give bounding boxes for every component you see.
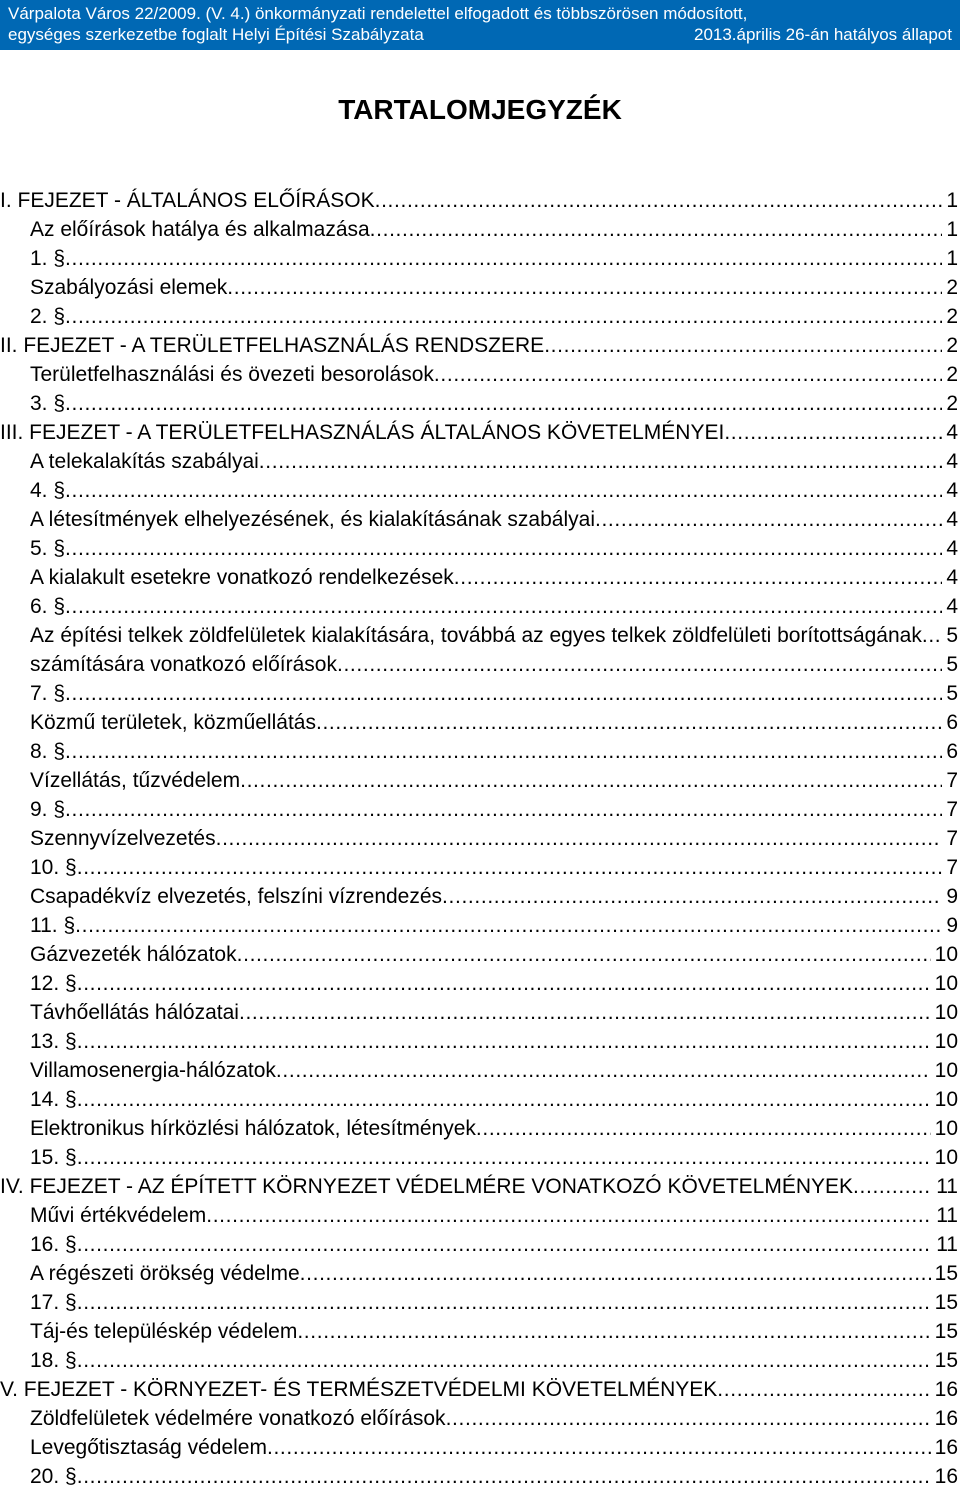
dot-leader: [853, 1172, 932, 1201]
toc-entry[interactable]: [0, 244, 960, 273]
toc-entry-text: 15. §: [30, 1146, 77, 1169]
toc-entry[interactable]: [0, 1172, 960, 1201]
toc-entry-page: 7: [946, 856, 958, 879]
table-of-contents: [0, 186, 960, 1491]
dot-leader: [595, 505, 942, 534]
toc-entry-page: 6: [946, 711, 958, 734]
toc-entry-page: 10: [934, 1001, 958, 1024]
dot-leader: [724, 418, 942, 447]
toc-entry-text: Táj-és településkép védelem: [30, 1320, 298, 1343]
toc-entry-text: Gázvezeték hálózatok: [30, 943, 237, 966]
toc-entry-text: 3. §: [30, 392, 66, 415]
toc-entry-page: 4: [946, 537, 958, 560]
toc-entry-page: 2: [946, 276, 958, 299]
dot-leader: [77, 1085, 931, 1114]
toc-entry[interactable]: [0, 1143, 960, 1172]
toc-entry-page: 16: [934, 1378, 958, 1401]
toc-entry[interactable]: [0, 389, 960, 418]
dot-leader: [276, 1056, 931, 1085]
toc-entry-text: 13. §: [30, 1030, 77, 1053]
toc-entry[interactable]: [0, 766, 960, 795]
dot-leader: [297, 1317, 930, 1346]
dot-leader: [206, 1201, 932, 1230]
dot-leader: [65, 476, 942, 505]
toc-entry-text: Területfelhasználási és övezeti besorolások: [30, 363, 434, 386]
dot-leader: [922, 621, 942, 650]
toc-entry[interactable]: [0, 998, 960, 1027]
toc-entry-text: 17. §: [30, 1291, 77, 1314]
dot-leader: [77, 1346, 931, 1375]
toc-entry-text: Elektronikus hírközlési hálózatok, létesítmények: [30, 1117, 476, 1140]
toc-entry-text: 7. §: [30, 682, 66, 705]
toc-entry[interactable]: [0, 418, 960, 447]
dot-leader: [544, 331, 942, 360]
toc-entry-text: 20. §: [30, 1465, 77, 1488]
header-line-1: [8, 3, 952, 25]
toc-entry[interactable]: [0, 708, 960, 737]
dot-leader: [65, 679, 942, 708]
toc-entry-text: Távhőellátás hálózatai: [30, 1001, 239, 1024]
toc-entry[interactable]: [0, 1346, 960, 1375]
toc-entry-page: 10: [934, 1088, 958, 1111]
toc-entry-text: 11. §: [30, 914, 76, 937]
toc-entry-page: 4: [946, 508, 958, 531]
toc-entry-text: 5. §: [30, 537, 66, 560]
toc-entry-text: 16. §: [30, 1233, 77, 1256]
toc-entry-text: 18. §: [30, 1349, 77, 1372]
toc-entry-page: 16: [934, 1407, 958, 1430]
toc-entry-text: Villamosenergia-hálózatok: [30, 1059, 276, 1082]
toc-entry-page: 4: [946, 450, 958, 473]
toc-entry[interactable]: [0, 186, 960, 215]
toc-entry[interactable]: [0, 969, 960, 998]
dot-leader: [434, 360, 942, 389]
toc-entry-text: V. FEJEZET - KÖRNYEZET- ÉS TERMÉSZETVÉDELMI KÖVETELMÉNYEK: [0, 1378, 718, 1401]
dot-leader: [65, 302, 942, 331]
toc-entry-page: 2: [946, 392, 958, 415]
dot-leader: [239, 998, 931, 1027]
toc-entry[interactable]: [0, 592, 960, 621]
toc-entry[interactable]: [0, 563, 960, 592]
toc-entry-text: Szabályozási elemek: [30, 276, 228, 299]
header-status-date: 2013.április 26-án hatályos állapot: [693, 25, 952, 44]
toc-entry-page: 15: [934, 1320, 958, 1343]
toc-entry-page: 4: [946, 595, 958, 618]
toc-entry-page: 1: [946, 218, 958, 241]
dot-leader: [77, 1462, 931, 1491]
toc-entry[interactable]: [0, 1056, 960, 1085]
toc-entry[interactable]: [0, 737, 960, 766]
toc-entry[interactable]: [0, 1462, 960, 1491]
toc-entry[interactable]: [0, 360, 960, 389]
toc-entry-text: 2. §: [30, 305, 66, 328]
header-title: Várpalota Város 22/2009. (V. 4.) önkormányzati rendelettel elfogadott és többszörösen módosított,: [8, 4, 748, 23]
toc-entry[interactable]: [0, 1259, 960, 1288]
toc-entry-page: 4: [946, 566, 958, 589]
toc-entry[interactable]: [0, 1317, 960, 1346]
toc-entry-text: A létesítmények elhelyezésének, és kialakításának szabályai: [30, 508, 595, 531]
toc-entry-text: 14. §: [30, 1088, 77, 1111]
toc-title: TARTALOMJEGYZÉK: [338, 94, 622, 125]
document-header: [0, 0, 960, 50]
toc-entry-page: 2: [946, 363, 958, 386]
toc-entry[interactable]: [0, 1404, 960, 1433]
toc-entry[interactable]: [0, 824, 960, 853]
dot-leader: [717, 1375, 930, 1404]
toc-entry-page: 1: [946, 247, 958, 270]
dot-leader: [77, 1027, 931, 1056]
dot-leader: [75, 911, 942, 940]
toc-entry-page: 5: [946, 653, 958, 676]
toc-entry-text: A régészeti örökség védelme: [30, 1262, 300, 1285]
toc-entry-page: 2: [946, 305, 958, 328]
dot-leader: [77, 969, 931, 998]
toc-entry[interactable]: [0, 1114, 960, 1143]
toc-entry[interactable]: [0, 621, 960, 650]
toc-entry-text: Szennyvízelvezetés: [30, 827, 216, 850]
toc-entry-text: 12. §: [30, 972, 77, 995]
toc-entry-page: 1: [946, 189, 958, 212]
toc-entry-page: 11: [936, 1175, 958, 1198]
dot-leader: [259, 447, 943, 476]
toc-entry[interactable]: [0, 882, 960, 911]
toc-entry[interactable]: [0, 215, 960, 244]
toc-entry-page: 10: [934, 1030, 958, 1053]
toc-entry[interactable]: [0, 1201, 960, 1230]
toc-entry[interactable]: [0, 302, 960, 331]
toc-entry-page: 10: [934, 972, 958, 995]
toc-entry-page: 6: [946, 740, 958, 763]
toc-entry-page: 16: [934, 1436, 958, 1459]
toc-entry-text: 1. §: [30, 247, 66, 270]
toc-entry[interactable]: [0, 505, 960, 534]
dot-leader: [454, 563, 943, 592]
dot-leader: [77, 853, 943, 882]
dot-leader: [65, 534, 942, 563]
toc-entry[interactable]: [0, 650, 960, 679]
toc-entry-page: 5: [946, 682, 958, 705]
dot-leader: [65, 795, 942, 824]
toc-entry[interactable]: [0, 1085, 960, 1114]
toc-entry[interactable]: [0, 273, 960, 302]
dot-leader: [65, 244, 942, 273]
toc-entry-page: 10: [934, 1146, 958, 1169]
toc-entry-page: 10: [934, 1117, 958, 1140]
toc-entry-text: A telekalakítás szabályai: [30, 450, 259, 473]
toc-entry[interactable]: [0, 1375, 960, 1404]
dot-leader: [65, 737, 942, 766]
toc-entry-text: A kialakult esetekre vonatkozó rendelkezések: [30, 566, 454, 589]
toc-entry-page: 15: [934, 1349, 958, 1372]
dot-leader: [227, 273, 942, 302]
toc-entry-page: 4: [946, 421, 958, 444]
toc-entry-page: 9: [946, 885, 958, 908]
dot-leader: [442, 882, 942, 911]
dot-leader: [65, 592, 942, 621]
toc-entry-text: Az építési telkek zöldfelületek kialakítására, továbbá az egyes telkek zöldfelületi borítottságának: [30, 624, 922, 647]
toc-entry[interactable]: [0, 1288, 960, 1317]
dot-leader: [65, 389, 942, 418]
dot-leader: [240, 766, 942, 795]
dot-leader: [476, 1114, 931, 1143]
toc-entry-text: II. FEJEZET - A TERÜLETFELHASZNÁLÁS RENDSZERE: [0, 334, 545, 357]
toc-entry-text: I. FEJEZET - ÁLTALÁNOS ELŐÍRÁSOK: [0, 189, 375, 212]
toc-entry-page: 15: [934, 1291, 958, 1314]
toc-entry-page: 9: [946, 914, 958, 937]
toc-entry[interactable]: [0, 940, 960, 969]
header-subtitle: egységes szerkezetbe foglalt Helyi Építési Szabályzata: [8, 25, 424, 44]
dot-leader: [316, 708, 942, 737]
toc-entry[interactable]: [0, 1433, 960, 1462]
toc-entry[interactable]: [0, 853, 960, 882]
dot-leader: [375, 186, 943, 215]
toc-entry-text: 4. §: [30, 479, 66, 502]
toc-entry-text: 8. §: [30, 740, 66, 763]
toc-entry-text: Levegőtisztaság védelem: [30, 1436, 267, 1459]
dot-leader: [267, 1433, 931, 1462]
toc-entry-text: Az előírások hatálya és alkalmazása: [30, 218, 370, 241]
toc-entry[interactable]: [0, 795, 960, 824]
dot-leader: [300, 1259, 931, 1288]
toc-entry-page: 10: [934, 1059, 958, 1082]
toc-entry-text: 9. §: [30, 798, 66, 821]
dot-leader: [77, 1230, 932, 1259]
toc-entry[interactable]: [0, 911, 960, 940]
toc-entry-page: 11: [936, 1204, 958, 1227]
dot-leader: [446, 1404, 931, 1433]
toc-entry-page: 10: [934, 943, 958, 966]
dot-leader: [237, 940, 931, 969]
toc-entry-page: 7: [946, 769, 958, 792]
toc-entry-text: Zöldfelületek védelmére vonatkozó előírások: [30, 1407, 446, 1430]
header-line-2: [8, 24, 952, 46]
toc-entry-page: 4: [946, 479, 958, 502]
toc-entry-page: 15: [934, 1262, 958, 1285]
toc-entry-page: 2: [946, 334, 958, 357]
toc-entry[interactable]: [0, 476, 960, 505]
toc-entry-text: Közmű területek, közműellátás: [30, 711, 316, 734]
toc-entry[interactable]: [0, 447, 960, 476]
toc-entry-page: 11: [936, 1233, 958, 1256]
toc-entry-text: számítására vonatkozó előírások: [30, 653, 337, 676]
toc-entry-page: 7: [946, 827, 958, 850]
toc-entry-text: IV. FEJEZET - AZ ÉPÍTETT KÖRNYEZET VÉDELMÉRE VONATKOZÓ KÖVETELMÉNYEK: [0, 1175, 854, 1198]
toc-entry-text: Vízellátás, tűzvédelem: [30, 769, 241, 792]
toc-entry[interactable]: [0, 1230, 960, 1259]
toc-entry-page: 5: [946, 624, 958, 647]
toc-entry-text: Művi értékvédelem: [30, 1204, 207, 1227]
dot-leader: [216, 824, 943, 853]
toc-entry-text: Csapadékvíz elvezetés, felszíni vízrendezés: [30, 885, 443, 908]
toc-entry-page: 7: [946, 798, 958, 821]
dot-leader: [77, 1143, 931, 1172]
dot-leader: [370, 215, 943, 244]
toc-entry[interactable]: [0, 534, 960, 563]
toc-entry-text: 10. §: [30, 856, 77, 879]
toc-entry[interactable]: [0, 679, 960, 708]
toc-entry-text: 6. §: [30, 595, 66, 618]
toc-entry[interactable]: [0, 1027, 960, 1056]
toc-entry[interactable]: [0, 331, 960, 360]
dot-leader: [77, 1288, 931, 1317]
dot-leader: [337, 650, 942, 679]
toc-entry-page: 16: [934, 1465, 958, 1488]
toc-entry-text: III. FEJEZET - A TERÜLETFELHASZNÁLÁS ÁLTALÁNOS KÖVETELMÉNYEI: [0, 421, 725, 444]
